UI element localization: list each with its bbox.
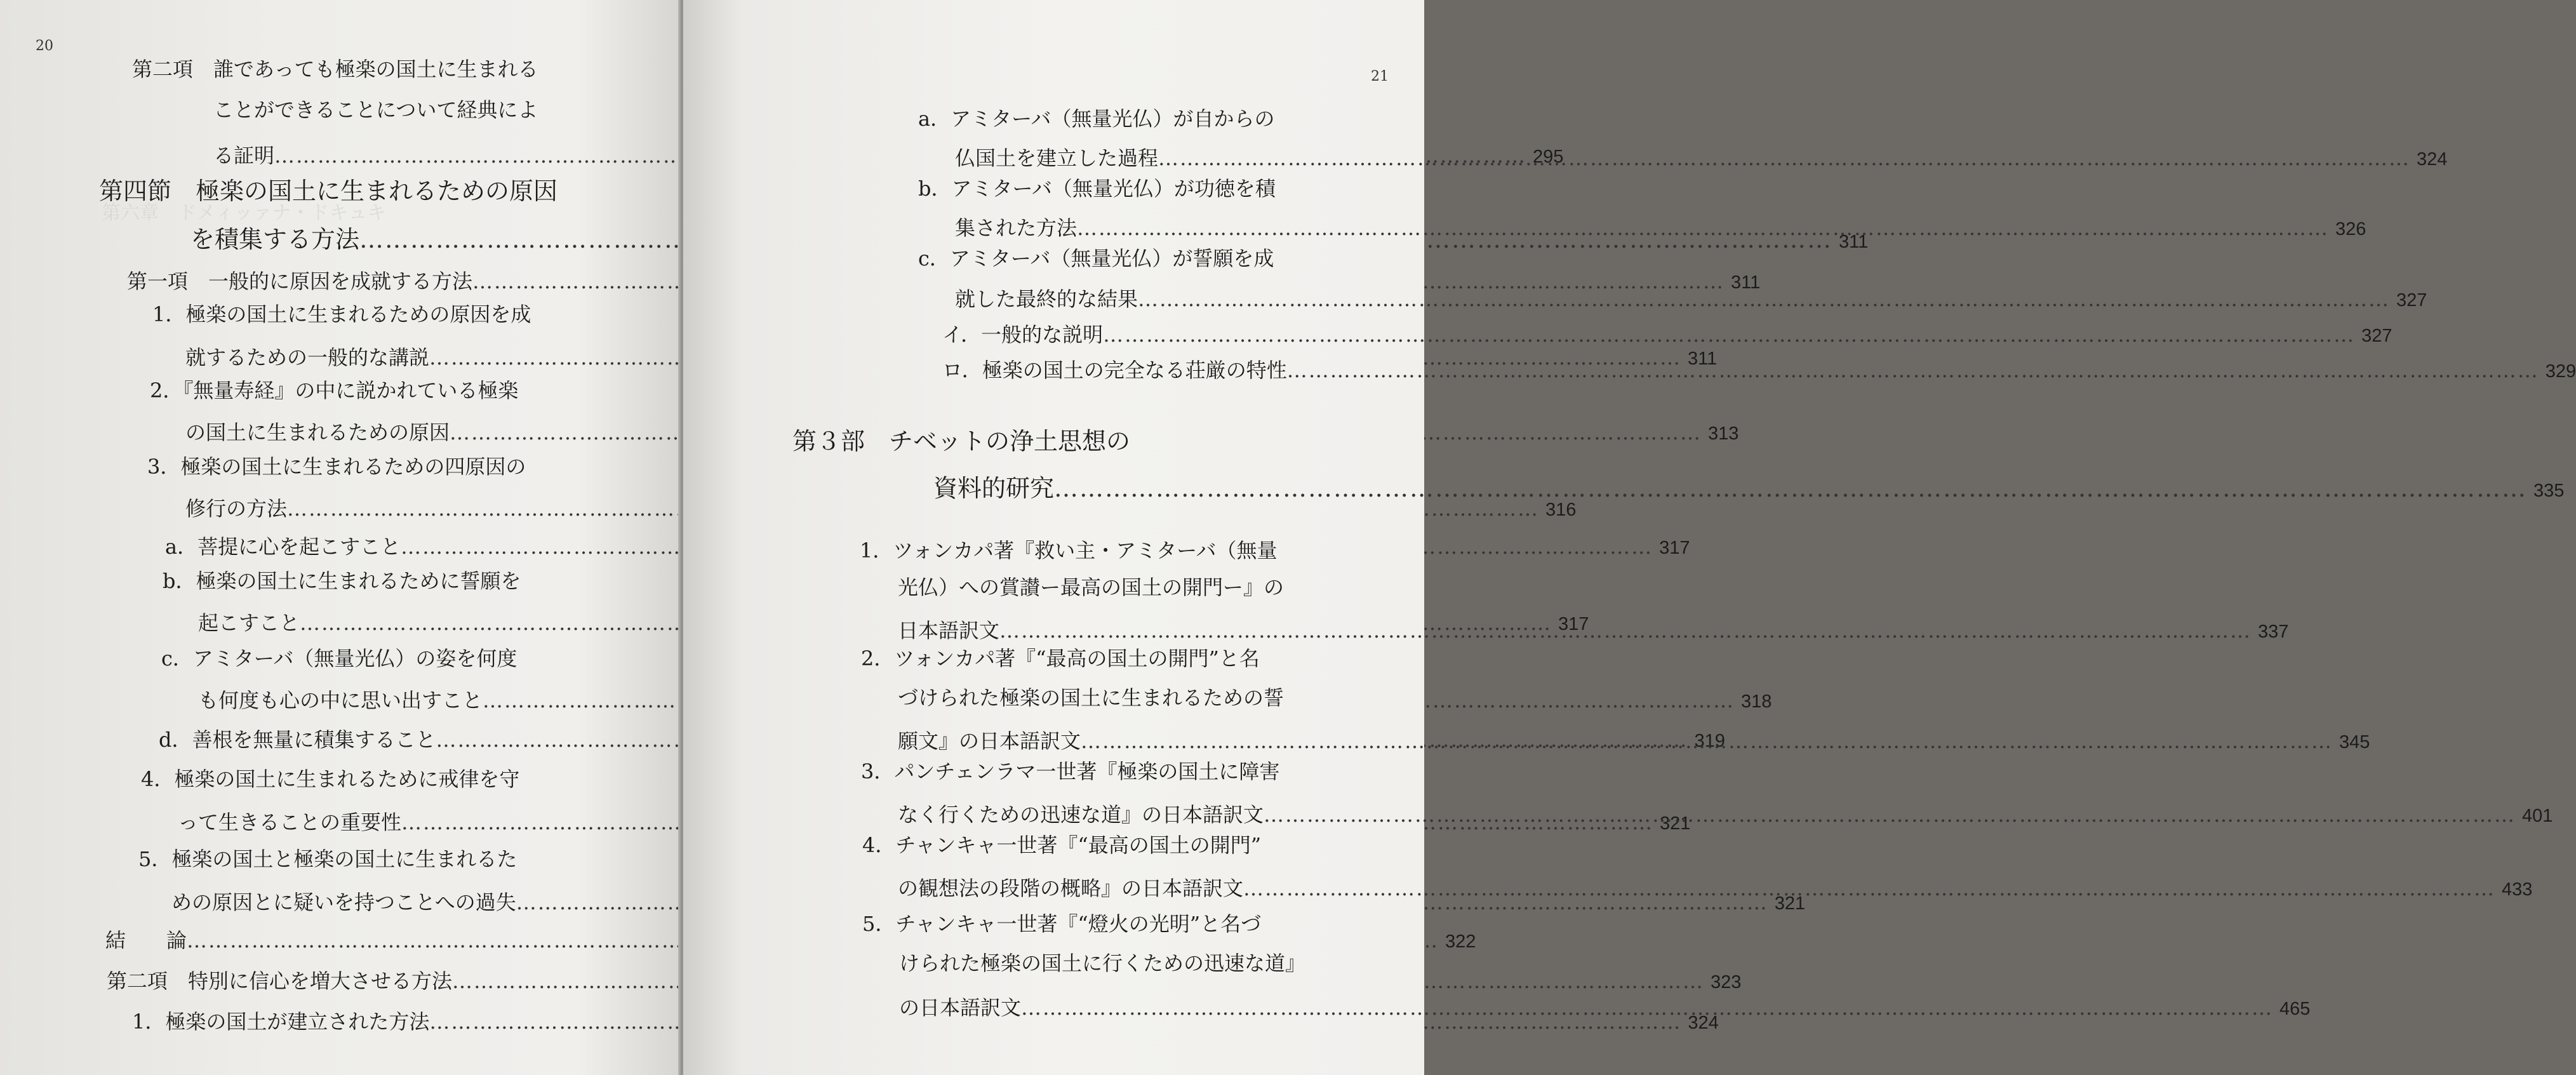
toc-entry-line: めの原因とに疑いを持つことへの過失: [171, 890, 516, 914]
toc-page-number: 295: [1533, 147, 1564, 167]
toc-page-number: 324: [1688, 1013, 1719, 1033]
leader-dots: [1054, 474, 2527, 502]
toc-page-number: 327: [2361, 326, 2392, 346]
toc-entry-line: 3．極楽の国土に生まれるための四原因の: [147, 455, 526, 479]
toc-page-number: 465: [2279, 999, 2311, 1019]
toc-entry-line: づけられた極楽の国土に生まれるための誓: [898, 686, 1285, 710]
toc-entry-line: b．アミターバ（無量光仏）が功徳を積: [918, 177, 1276, 201]
toc-entry-line: の観想法の段階の概略』の日本語訳文: [898, 876, 1244, 900]
toc-page-number: 327: [2396, 290, 2427, 310]
toc-entry-line: 集された方法: [955, 216, 1078, 240]
toc-page-number: 311: [1688, 349, 1718, 369]
toc-page-number: 321: [1774, 893, 1806, 914]
toc-page-number: 311: [1731, 272, 1761, 293]
leader-dots: [1243, 876, 2495, 900]
section-heading-line: を積集する方法: [190, 225, 360, 253]
toc-entry-line: c．アミターバ（無量光仏）の姿を何度: [161, 646, 517, 671]
toc-entry-line: 第二項 誰であっても極楽の国土に生まれる: [132, 57, 538, 81]
toc-page-number: 313: [1708, 424, 1739, 444]
toc-page-number: 318: [1741, 691, 1772, 712]
toc-page-number: 321: [1660, 813, 1691, 834]
toc-entry-leader: [955, 283, 2427, 312]
toc-entry-line: 1．ツォンカパ著『救い主・アミターバ（無量: [860, 538, 1278, 563]
page-number-right: 21: [1371, 69, 1389, 84]
leader-dots: [1287, 358, 2539, 382]
toc-entry-line: 5．極楽の国土と極楽の国土に生まれるた: [138, 847, 517, 871]
toc-entry-line: ことができることについて経典によ: [213, 98, 538, 122]
toc-entry-line: 就した最終的な結果: [955, 287, 1138, 311]
toc-page-number: 316: [1545, 500, 1577, 520]
toc-entry-line: 2．ツォンカパ著『“最高の国土の開門”と名: [861, 646, 1260, 671]
toc-entry-leader: [185, 493, 1577, 522]
leader-dots: [1158, 146, 2410, 170]
toc-entry-line: a．アミターバ（無量光仏）が自からの: [918, 107, 1275, 131]
toc-entry-line: イ．一般的な説明: [942, 323, 1104, 347]
toc-entry-line: 2．『無量寿経』の中に説かれている極楽: [150, 378, 519, 403]
toc-page-number: 311: [1839, 232, 1869, 252]
toc-page-number: 322: [1445, 931, 1476, 952]
toc-entry-line: 1．極楽の国土に生まれるための原因を成: [152, 302, 531, 326]
toc-entry-line: a．菩提に心を起こすこと: [165, 535, 401, 559]
leader-dots: [1103, 323, 2355, 347]
toc-page-number: 401: [2522, 806, 2553, 826]
toc-entry-leader: [933, 469, 2565, 504]
leader-dots: [1081, 729, 2333, 753]
leader-dots: [1077, 216, 2329, 240]
toc-entry-line: の国土に生まれるための原因: [185, 420, 450, 444]
page-number-left: 20: [36, 38, 53, 54]
toc-entry-line: 願文』の日本語訳文: [898, 729, 1081, 753]
toc-entry-line: って生きることの重要性: [178, 810, 402, 834]
toc-entry-line: る証明: [213, 144, 275, 168]
leader-dots: [1021, 996, 2273, 1020]
bleed-through-text: 第六章 ドメィッァナ・ドキュキ: [102, 202, 387, 224]
toc-page-number: 345: [2339, 732, 2370, 752]
toc-entry-line: 4．チャンキャ一世著『“最高の国土の開門”: [862, 833, 1262, 857]
toc-entry-leader: [898, 872, 2533, 902]
toc-page-number: 317: [1558, 614, 1589, 634]
toc-entry-line: 就するための一般的な講説: [185, 345, 430, 370]
leader-dots: [999, 618, 2252, 643]
toc-entry-line: 3．パンチェンラマ一世著『極楽の国土に障害: [861, 759, 1280, 784]
toc-entry-leader: [899, 992, 2311, 1021]
part-heading: 第３部 チベットの浄土思想の: [792, 427, 1131, 455]
toc-entry-leader: [955, 212, 2366, 241]
toc-entry-line: 第一項 一般的に原因を成就する方法: [127, 269, 473, 293]
toc-page-number: 324: [2417, 149, 2448, 170]
toc-entry-line: 第二項 特別に信心を増大させる方法: [107, 969, 453, 993]
toc-entry-line: なく行くための迅速な道』の日本語訳文: [898, 803, 1264, 827]
toc-entry-line: 1．極楽の国土が建立された方法: [132, 1010, 430, 1034]
toc-page-number: 319: [1694, 731, 1725, 751]
toc-entry-line: けられた極楽の国土に行くための迅速な道』: [899, 951, 1306, 975]
toc-entry-line: 結 論: [105, 928, 187, 952]
toc-entry-leader: [127, 265, 1761, 295]
toc-page-number: 326: [2335, 219, 2366, 239]
leader-dots: [1264, 803, 2516, 827]
toc-entry-leader: [942, 319, 2392, 348]
toc-page-number: 329: [2545, 361, 2576, 382]
toc-entry-leader: [105, 925, 1476, 954]
toc-entry-line: c．アミターバ（無量光仏）が誓願を成: [918, 246, 1274, 270]
toc-entry-line: 修行の方法: [185, 497, 288, 521]
toc-entry-line: d．善根を無量に積集すること: [159, 728, 436, 752]
toc-page-number: 433: [2502, 879, 2533, 900]
toc-page-number: 323: [1711, 972, 1742, 992]
toc-entry-line: 光仏）への賞讃ー最高の国土の開門ー』の: [898, 575, 1285, 599]
toc-entry-leader: [107, 965, 1742, 994]
toc-entry-line: b．極楽の国土に生まれるために誓願を: [163, 569, 521, 593]
toc-entry-line: 5．チャンキャ一世著『“燈火の光明”と名づ: [862, 912, 1262, 936]
toc-page-number: 317: [1659, 538, 1690, 558]
toc-entry-line: ロ．極楽の国土の完全なる荘厳の特性: [942, 358, 1287, 382]
toc-page-number: 337: [2258, 622, 2289, 642]
toc-entry-line: も何度も心の中に思い出すこと: [198, 688, 483, 712]
toc-entry-line: 起こすこと: [198, 611, 300, 635]
part-heading-line: 資料的研究: [933, 474, 1055, 502]
toc-entry-line: の日本語訳文: [899, 996, 1022, 1020]
toc-entry-line: 日本語訳文: [898, 618, 1000, 643]
toc-page-number: 335: [2533, 481, 2565, 501]
toc-entry-line: 仏国土を建立した過程: [955, 146, 1159, 170]
leader-dots: [1138, 287, 2390, 311]
section-heading: 第四節 極楽の国土に生まれるための原因: [99, 177, 558, 205]
toc-entry-line: 4．極楽の国土に生まれるために戒律を守: [141, 767, 520, 791]
